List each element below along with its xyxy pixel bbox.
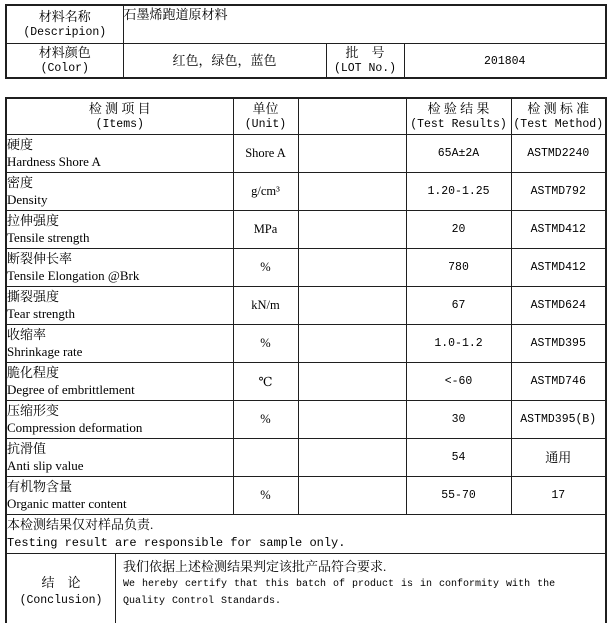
item-name-zh: 撕裂强度: [7, 289, 60, 304]
result-row-organic-content: [6, 477, 606, 515]
conclusion-row: [6, 554, 606, 623]
item-cell: [6, 211, 233, 249]
item-name-en: Tensile strength: [7, 230, 90, 245]
lot-value: 201804: [484, 55, 526, 68]
blank-cell: [298, 363, 406, 401]
result-row-elongation: [6, 249, 606, 287]
conclusion-body: [116, 554, 605, 623]
item-name-en: Compression deformation: [7, 420, 143, 435]
unit-cell: %: [233, 325, 298, 363]
result-cell: 55-70: [406, 477, 511, 515]
lot-label-en: (LOT No.): [333, 61, 397, 75]
item-name-en: Density: [7, 192, 48, 207]
header-results-zh: 检 验 结 果: [427, 100, 490, 116]
unit-cell: Shore A: [233, 135, 298, 173]
unit-cell: ℃: [233, 363, 298, 401]
item-name-en: Anti slip value: [7, 458, 84, 473]
unit-cell: %: [233, 401, 298, 439]
item-name-en: Degree of embrittlement: [7, 382, 135, 397]
item-cell: [6, 135, 233, 173]
result-row-tear-strength: [6, 287, 606, 325]
material-color-label-zh: 材料颜色: [38, 44, 91, 60]
conclusion-label: [7, 554, 116, 623]
item-name-en: Tear strength: [7, 306, 76, 321]
item-name-zh: 脆化程度: [7, 365, 60, 380]
header-method-zh: 检 测 标 准: [527, 100, 590, 116]
blank-cell: [298, 135, 406, 173]
item-cell: [6, 287, 233, 325]
disclaimer-zh: 本检测结果仅对样品负责.: [7, 517, 154, 532]
result-cell: 30: [406, 401, 511, 439]
material-name-value-cell: [123, 5, 606, 44]
header-items-en: (Items): [95, 117, 144, 131]
unit-cell: %: [233, 477, 298, 515]
item-name-en: Shrinkage rate: [7, 344, 83, 359]
method-cell: ASTMD412: [511, 249, 606, 287]
conclusion-cell: [6, 554, 606, 623]
disclaimer-en: Testing result are responsible for sample only.: [7, 536, 346, 550]
header-items-zh: 检 测 项 目: [88, 100, 151, 116]
item-cell: [6, 401, 233, 439]
blank-cell: [298, 211, 406, 249]
result-row-embrittlement: [6, 363, 606, 401]
method-cell: ASTMD412: [511, 211, 606, 249]
item-name-zh: 拉伸强度: [7, 213, 60, 228]
material-name-label: [6, 5, 123, 44]
blank-cell: [298, 477, 406, 515]
item-cell: [6, 249, 233, 287]
material-name-label-zh: 材料名称: [38, 8, 91, 24]
blank-cell: [298, 287, 406, 325]
blank-cell: [298, 401, 406, 439]
lot-value-cell: [404, 44, 606, 79]
result-row-shrinkage: [6, 325, 606, 363]
conclusion-label-en: (Conclusion): [19, 593, 103, 607]
lot-label: [326, 44, 404, 79]
material-color-label-en: (Color): [40, 61, 89, 75]
material-color-label: [6, 44, 123, 79]
conclusion-text-en: We hereby certify that this batch of product is in conformity with the Quality Control Standards.: [123, 579, 556, 607]
item-cell: [6, 363, 233, 401]
item-name-zh: 收缩率: [7, 327, 47, 342]
result-cell: 54: [406, 439, 511, 477]
unit-cell: [233, 439, 298, 477]
header-results-en: (Test Results): [410, 117, 507, 131]
result-cell: 20: [406, 211, 511, 249]
test-results-table: [5, 97, 607, 623]
item-cell: [6, 325, 233, 363]
method-cell: ASTMD624: [511, 287, 606, 325]
item-name-zh: 有机物含量: [7, 479, 73, 494]
method-cell: ASTMD395(B): [511, 401, 606, 439]
results-header-row: [6, 98, 606, 135]
method-cell: ASTMD792: [511, 173, 606, 211]
result-cell: 1.20-1.25: [406, 173, 511, 211]
item-cell: [6, 439, 233, 477]
header-items: [6, 98, 233, 135]
material-name-value: 石墨烯跑道原材料: [123, 7, 228, 22]
header-unit: [233, 98, 298, 135]
result-row-tensile-strength: [6, 211, 606, 249]
unit-cell: g/cm³: [233, 173, 298, 211]
unit-cell: kN/m: [233, 287, 298, 325]
item-name-en: Organic matter content: [7, 496, 127, 511]
material-name-label-en: (Descripion): [23, 25, 107, 39]
result-cell: 780: [406, 249, 511, 287]
lot-label-zh: 批 号: [345, 44, 385, 60]
item-cell: [6, 173, 233, 211]
method-cell: ASTMD2240: [511, 135, 606, 173]
result-row-hardness: [6, 135, 606, 173]
item-cell: [6, 477, 233, 515]
header-method: [511, 98, 606, 135]
result-cell: 1.0-1.2: [406, 325, 511, 363]
result-cell: 65A±2A: [406, 135, 511, 173]
material-color-value-cell: [123, 44, 326, 79]
item-name-en: Tensile Elongation @Brk: [7, 268, 140, 283]
result-cell: 67: [406, 287, 511, 325]
result-row-anti-slip: [6, 439, 606, 477]
header-method-en: (Test Method): [513, 117, 604, 131]
conclusion-wrap: [7, 554, 605, 623]
header-blank-column: [298, 98, 406, 135]
result-cell: <-60: [406, 363, 511, 401]
unit-cell: MPa: [233, 211, 298, 249]
conclusion-text-zh: 我们依据上述检测结果判定该批产品符合要求.: [123, 559, 387, 574]
header-results: [406, 98, 511, 135]
disclaimer-row: [6, 515, 606, 554]
item-name-en: Hardness Shore A: [7, 154, 101, 169]
unit-cell: %: [233, 249, 298, 287]
material-info-table: [5, 4, 607, 79]
blank-cell: [298, 325, 406, 363]
blank-cell: [298, 439, 406, 477]
blank-cell: [298, 249, 406, 287]
material-color-row: [6, 44, 606, 79]
header-unit-en: (Unit): [244, 117, 287, 131]
item-name-zh: 硬度: [7, 137, 34, 152]
conclusion-label-zh: 结 论: [41, 574, 81, 590]
blank-cell: [298, 173, 406, 211]
material-color-value: 红色，绿色，蓝色: [172, 52, 277, 68]
item-name-zh: 压缩形变: [7, 403, 60, 418]
header-unit-zh: 单位: [252, 100, 279, 116]
material-name-row: [6, 5, 606, 44]
disclaimer-cell: [6, 515, 606, 554]
method-cell: 17: [511, 477, 606, 515]
method-cell: 通用: [511, 439, 606, 477]
item-name-zh: 密度: [7, 175, 34, 190]
result-row-compression: [6, 401, 606, 439]
result-row-density: [6, 173, 606, 211]
item-name-zh: 断裂伸长率: [7, 251, 73, 266]
item-name-zh: 抗滑值: [7, 441, 47, 456]
method-cell: ASTMD395: [511, 325, 606, 363]
method-cell: ASTMD746: [511, 363, 606, 401]
